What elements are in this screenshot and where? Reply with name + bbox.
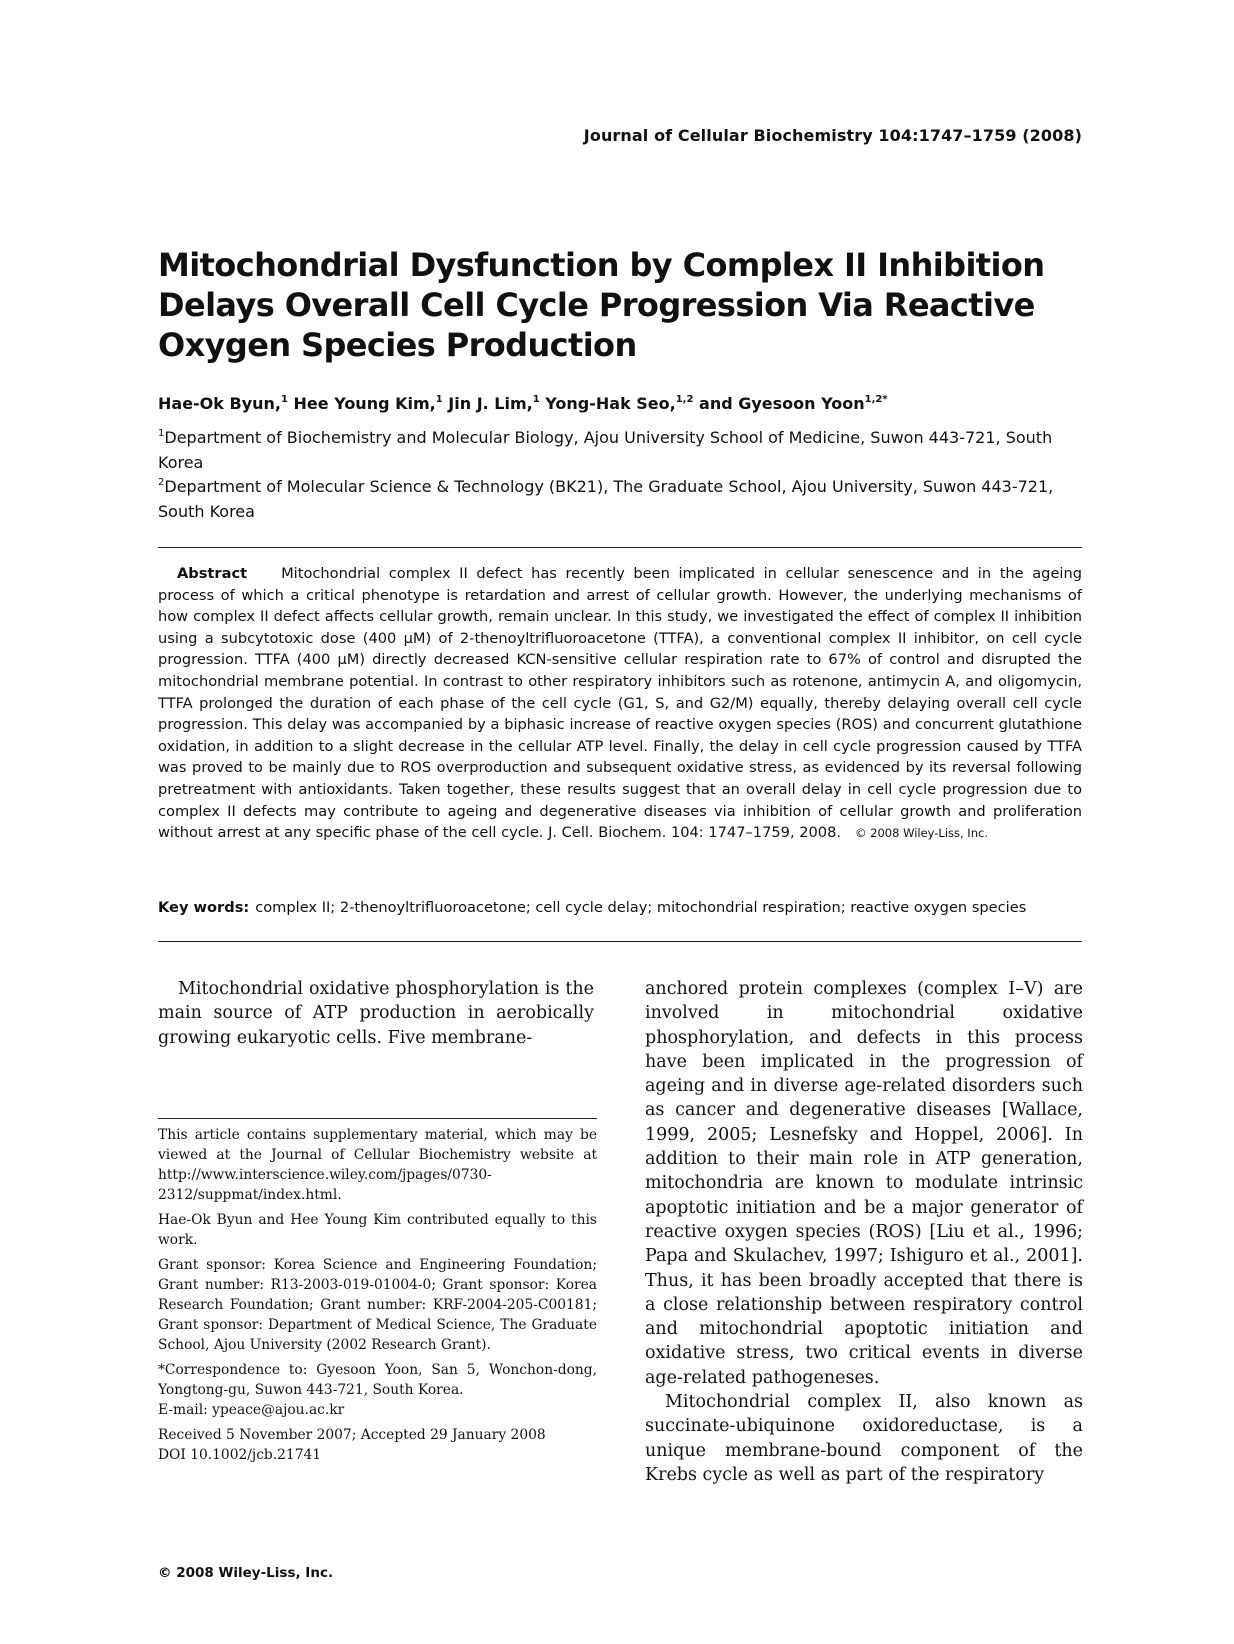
footnote-supplementary: This article contains supplementary material, which may be viewed at the Journal of Cellular Biochemistry website at http://www.interscience.wiley.com/jpages/0730-2312/suppmat/index.html. [158,1127,597,1203]
journal-header: Journal of Cellular Biochemistry 104:1747–1759 (2008) [583,126,1082,145]
author: Hee Young Kim,$^1$ [293,394,443,413]
footnote-equal-contribution: Hae-Ok Byun and Hee Young Kim contributed equally to this work. [158,1212,597,1248]
footnotes [158,1125,597,1470]
divider [158,547,1082,548]
footnote-grants: Grant sponsor: Korea Science and Engineering Foundation; Grant number: R13-2003-019-01004-0; Grant sponsor: Korea Research Foundation; Grant number: KRF-2004-205-C00181; Grant sponsor: Department of Medical Science, The Graduate School, Ajou University (2002 Research Grant). [158,1257,597,1353]
abstract-copyright: © 2008 Wiley-Liss, Inc. [855,826,988,841]
right-column [645,977,1083,1487]
keywords [158,898,1082,918]
author: Yong-Hak Seo,$^{1,2}$ [545,394,694,413]
author: and Gyesoon Yoon$^{1,2*}$ [699,394,888,413]
body-paragraph: Mitochondrial oxidative phosphorylation is the main source of ATP production in aerobically growing eukaryotic cells. Five membrane- [158,979,594,1048]
footnote-copyright: © 2008 Wiley-Liss, Inc. [158,1565,334,1581]
body-paragraph: Mitochondrial complex II, also known as succinate-ubiquinone oxidoreductase, is a unique membrane-bound component of the Krebs cycle as well as part of the respiratory [645,1392,1083,1485]
footnote-email: E-mail: ypeace@ajou.ac.kr [158,1402,345,1418]
body-paragraph: anchored protein complexes (complex I–V) are involved in mitochondrial oxidative phosphorylation, and defects in this process have been implicated in the progression of ageing and in diverse age-related disorders such as cancer and degenerative diseases [Wallace, 1999, 2005; Lesnefsky and Hoppel, 2006]. In addition to their main role in ATP generation, mitochondria are known to modulate intrinsic apoptotic initiation and be a major generator of reactive oxygen species (ROS) [Liu et al., 1996; Papa and Skulachev, 1997; Ishiguro et al., 2001]. Thus, it has been broadly accepted that there is a close relationship between respiratory control and mitochondrial apoptotic initiation and oxidative stress, two critical events in diverse age-related pathogeneses. [645,979,1083,1388]
article-title: Mitochondrial Dysfunction by Complex II Inhibition Delays Overall Cell Cycle Progression Via Reactive Oxygen Species Production [158,246,1045,364]
affiliation: $^1$Department of Biochemistry and Molecular Biology, Ajou University School of Medicine, Suwon 443-721, South Korea [158,428,1053,472]
abstract [158,563,1082,845]
keywords-text: complex II; 2-thenoyltrifluoroacetone; cell cycle delay; mitochondrial respiration; reactive oxygen species [255,899,1027,916]
footnote-divider [158,1118,597,1119]
footnote-received: Received 5 November 2007; Accepted 29 January 2008 [158,1427,546,1443]
author: Jin J. Lim,$^1$ [448,394,540,413]
keywords-label: Key words: [158,899,250,916]
author: Hae-Ok Byun,$^1$ [158,394,288,413]
affiliations [158,426,1078,524]
divider [158,941,1082,942]
abstract-heading: Abstract [177,565,248,582]
abstract-text: Mitochondrial complex II defect has recently been implicated in cellular senescence and in the ageing process of which a critical phenotype is retardation and arrest of cellular growth. However, the underlying mechanisms of how complex II defect affects cellular growth, remain unclear. In this study, we investigated the effect of complex II inhibition using a subcytotoxic dose (400 µM) of 2-thenoyltrifluoroacetone (TTFA), a conventional complex II inhibitor, on cell cycle progression. TTFA (400 µM) directly decreased KCN-sensitive cellular respiration rate to 67% of control and disrupted the mitochondrial membrane potential. In contrast to other respiratory inhibitors such as rotenone, antimycin A, and oligomycin, TTFA prolonged the duration of each phase of the cell cycle (G1, S, and G2/M) equally, thereby delaying overall cell cycle progression. This delay was accompanied by a biphasic increase of reactive oxygen species (ROS) and concurrent glutathione oxidation, in addition to a slight decrease in the cellular ATP level. Finally, the delay in cell cycle progression caused by TTFA was proved to be mainly due to ROS overproduction and subsequent oxidative stress, as evidenced by its reversal following pretreatment with antioxidants. Taken together, these results suggest that an overall delay in cell cycle progression due to complex II defects may contribute to ageing and degenerative diseases via inhibition of cellular growth and proliferation without arrest at any specific phase of the cell cycle. J. Cell. Biochem. 104: 1747–1759, 2008. [158,565,1082,842]
author-list [158,393,1078,415]
footnote-correspondence: *Correspondence to: Gyesoon Yoon, San 5, Wonchon-dong, Yongtong-gu, Suwon 443-721, South Korea. [158,1362,597,1398]
footnote-doi: DOI 10.1002/jcb.21741 [158,1447,322,1463]
affiliation: $^2$Department of Molecular Science & Technology (BK21), The Graduate School, Ajou University, Suwon 443-721, South Korea [158,477,1054,521]
